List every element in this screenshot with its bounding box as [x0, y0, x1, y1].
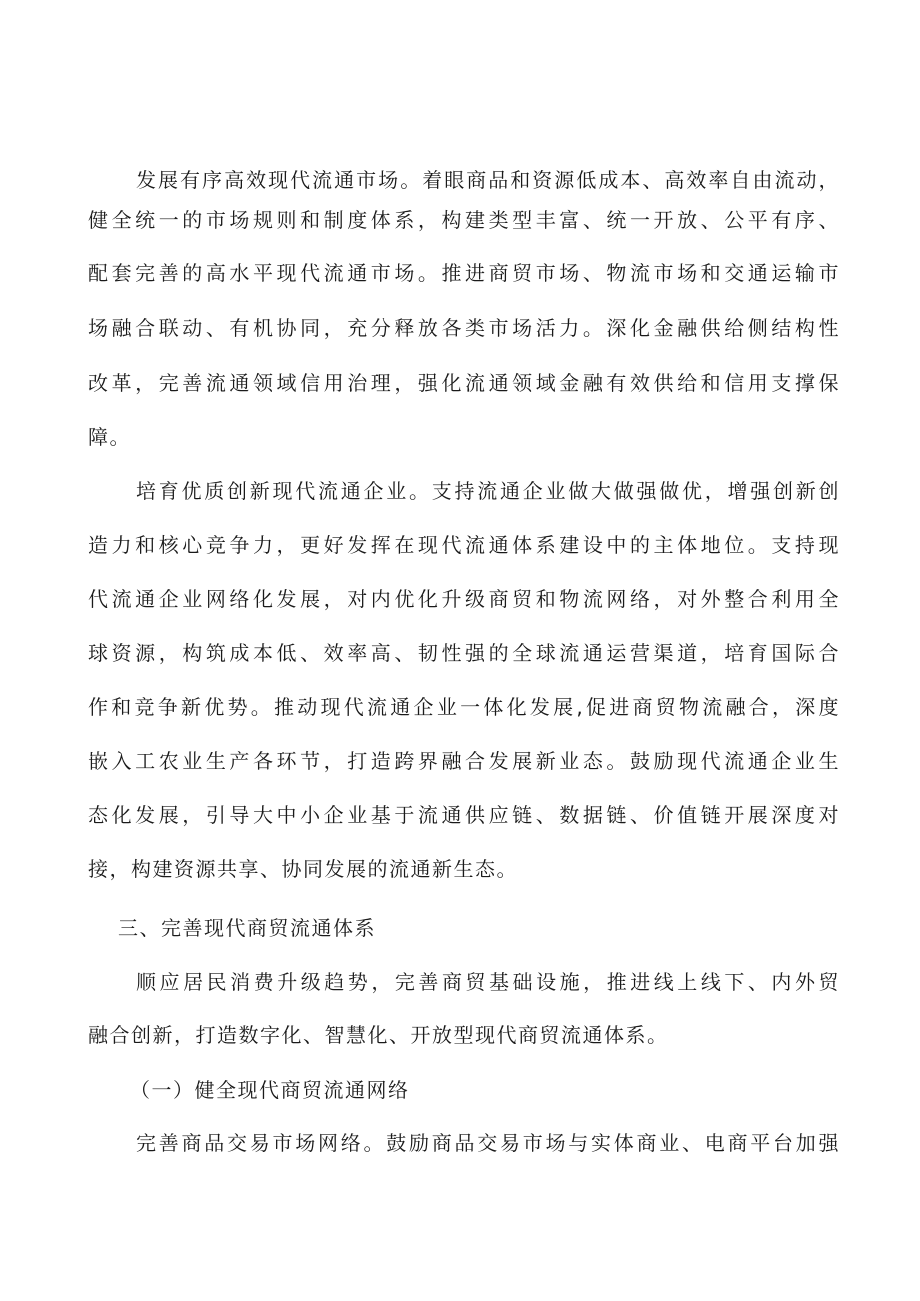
paragraph-1-line-1: 发展有序高效现代流通市场。着眼商品和资源低成本、高效率自由流动， — [136, 168, 840, 192]
paragraph-3-line-1: 顺应居民消费升级趋势，完善商贸基础设施，推进线上线下、内外贸 — [136, 970, 840, 994]
paragraph-1-line-3: 配套完善的高水平现代流通市场。推进商贸市场、物流市场和交通运输市 — [88, 261, 840, 285]
paragraph-2-line-1: 培育优质创新现代流通企业。支持流通企业做大做强做优，增强创新创 — [136, 479, 840, 503]
paragraph-1-line-4: 场融合联动、有机协同，充分释放各类市场活力。深化金融供给侧结构性 — [88, 316, 840, 340]
paragraph-2-line-8: 接，构建资源共享、协同发展的流通新生态。 — [88, 857, 518, 881]
paragraph-2-line-5: 作和竞争新优势。推动现代流通企业一体化发展,促进商贸物流融合，深度 — [88, 695, 840, 719]
paragraph-3-line-2: 融合创新，打造数字化、智慧化、开放型现代商贸流通体系。 — [88, 1023, 669, 1047]
paragraph-4-line-1: 完善商品交易市场网络。鼓励商品交易市场与实体商业、电商平台加强 — [136, 1131, 840, 1155]
paragraph-2-line-3: 代流通企业网络化发展，对内优化升级商贸和物流网络，对外整合利用全 — [88, 587, 840, 611]
paragraph-1-line-2: 健全统一的市场规则和制度体系，构建类型丰富、统一开放、公平有序、 — [88, 208, 840, 232]
paragraph-2-line-4: 球资源，构筑成本低、效率高、韧性强的全球流通运营渠道，培育国际合 — [88, 641, 840, 665]
section-heading: 三、完善现代商贸流通体系 — [118, 916, 376, 940]
paragraph-2-line-2: 造力和核心竞争力，更好发挥在现代流通体系建设中的主体地位。支持现 — [88, 533, 840, 557]
paragraph-2-line-7: 态化发展，引导大中小企业基于流通供应链、数据链、价值链开展深度对 — [88, 803, 840, 827]
paragraph-2-line-6: 嵌入工农业生产各环节，打造跨界融合发展新业态。鼓励现代流通企业生 — [88, 749, 840, 773]
paragraph-1-line-6: 障。 — [88, 425, 131, 449]
paragraph-1-line-5: 改革，完善流通领域信用治理，强化流通领域金融有效供给和信用支撑保 — [88, 371, 840, 395]
subsection-heading: （一）健全现代商贸流通网络 — [130, 1078, 410, 1102]
